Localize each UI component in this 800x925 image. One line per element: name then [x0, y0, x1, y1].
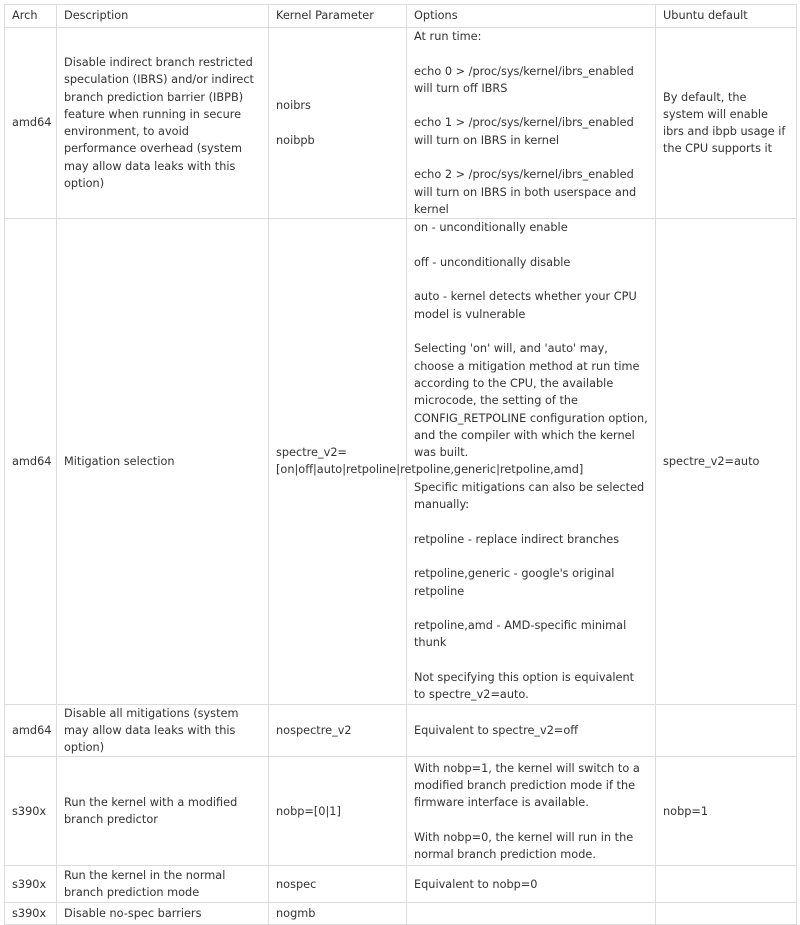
table-row [5, 704, 797, 757]
cell-options [407, 219, 656, 704]
header-options: Options [407, 5, 656, 28]
table-header-row [5, 5, 797, 28]
option-text: retpoline,generic - google's original retpoline [414, 567, 615, 598]
header-kernel-parameter: Kernel Parameter [269, 5, 407, 28]
cell-options [407, 757, 656, 866]
cell-ubuntu-default [656, 903, 797, 925]
cell-ubuntu-default: nobp=1 [656, 757, 797, 866]
header-description: Description [57, 5, 269, 28]
mitigation-table [4, 4, 797, 925]
option-text: echo 2 > /proc/sys/kernel/ibrs_enabled will turn on IBRS in both userspace and kernel [414, 168, 637, 216]
option-text: With nobp=0, the kernel will run in the normal branch prediction mode. [414, 830, 634, 862]
cell-options: Equivalent to spectre_v2=off [407, 704, 656, 757]
cell-kernel-parameter: nobp=[0|1] [269, 757, 407, 866]
cell-description: Disable indirect branch restricted speculation (IBRS) and/or indirect branch prediction barrier (IBPB) feature when running in secure environment, to avoid performance overhead (system may allow data leaks with this option) [57, 28, 269, 219]
table-row [5, 757, 797, 866]
header-arch: Arch [5, 5, 57, 28]
cell-ubuntu-default: spectre_v2=auto [656, 219, 797, 704]
option-text: auto - kernel detects whether your CPU model is vulnerable [414, 290, 637, 321]
table-row [5, 28, 797, 219]
cell-kernel-parameter: nogmb [269, 903, 407, 925]
cell-kernel-parameter: nospec [269, 866, 407, 903]
option-text: echo 0 > /proc/sys/kernel/ibrs_enabled will turn off IBRS [414, 64, 634, 95]
kernel-parameter: noibrs [276, 99, 311, 113]
cell-arch: s390x [5, 757, 57, 866]
option-text: With nobp=1, the kernel will switch to a modified branch prediction mode if the firmware interface is available. [414, 761, 640, 810]
option-text: off - unconditionally disable [414, 255, 571, 269]
cell-options [407, 28, 656, 219]
cell-arch: s390x [5, 866, 57, 903]
table-row [5, 903, 797, 925]
cell-arch: amd64 [5, 28, 57, 219]
cell-kernel-parameter: spectre_v2=[on|off|auto|retpoline|retpoline,generic|retpoline,amd] [269, 219, 407, 704]
cell-kernel-parameter [269, 28, 407, 219]
header-ubuntu-default: Ubuntu default [656, 5, 797, 28]
cell-ubuntu-default [656, 704, 797, 757]
cell-arch: s390x [5, 903, 57, 925]
cell-description: Disable all mitigations (system may allow data leaks with this option) [57, 704, 269, 757]
cell-options: Equivalent to nobp=0 [407, 866, 656, 903]
cell-kernel-parameter: nospectre_v2 [269, 704, 407, 757]
option-text: Specific mitigations can also be selected manually: [414, 480, 645, 512]
option-text: echo 1 > /proc/sys/kernel/ibrs_enabled will turn on IBRS in kernel [414, 116, 634, 147]
option-text: Not specifying this option is equivalent to spectre_v2=auto. [414, 670, 635, 702]
cell-description: Disable no-spec barriers [57, 903, 269, 925]
table-row [5, 219, 797, 704]
cell-options [407, 903, 656, 925]
cell-arch: amd64 [5, 219, 57, 704]
cell-ubuntu-default [656, 866, 797, 903]
option-text: Selecting 'on' will, and 'auto' may, choose a mitigation method at run time according to the CPU, the available microcode, the setting of the CONFIG_RETPOLINE configuration option, and the compiler with which the kernel was built. [414, 342, 648, 460]
option-text: retpoline,amd - AMD-specific minimal thunk [414, 619, 627, 650]
cell-description: Run the kernel with a modified branch predictor [57, 757, 269, 866]
table-row [5, 866, 797, 903]
cell-description: Mitigation selection [57, 219, 269, 704]
cell-arch: amd64 [5, 704, 57, 757]
cell-description: Run the kernel in the normal branch prediction mode [57, 866, 269, 903]
kernel-parameter: noibpb [276, 133, 315, 147]
cell-ubuntu-default: By default, the system will enable ibrs and ibpb usage if the CPU supports it [656, 28, 797, 219]
option-text: retpoline - replace indirect branches [414, 532, 620, 546]
option-text: on - unconditionally enable [414, 221, 568, 235]
option-text: At run time: [414, 30, 482, 43]
